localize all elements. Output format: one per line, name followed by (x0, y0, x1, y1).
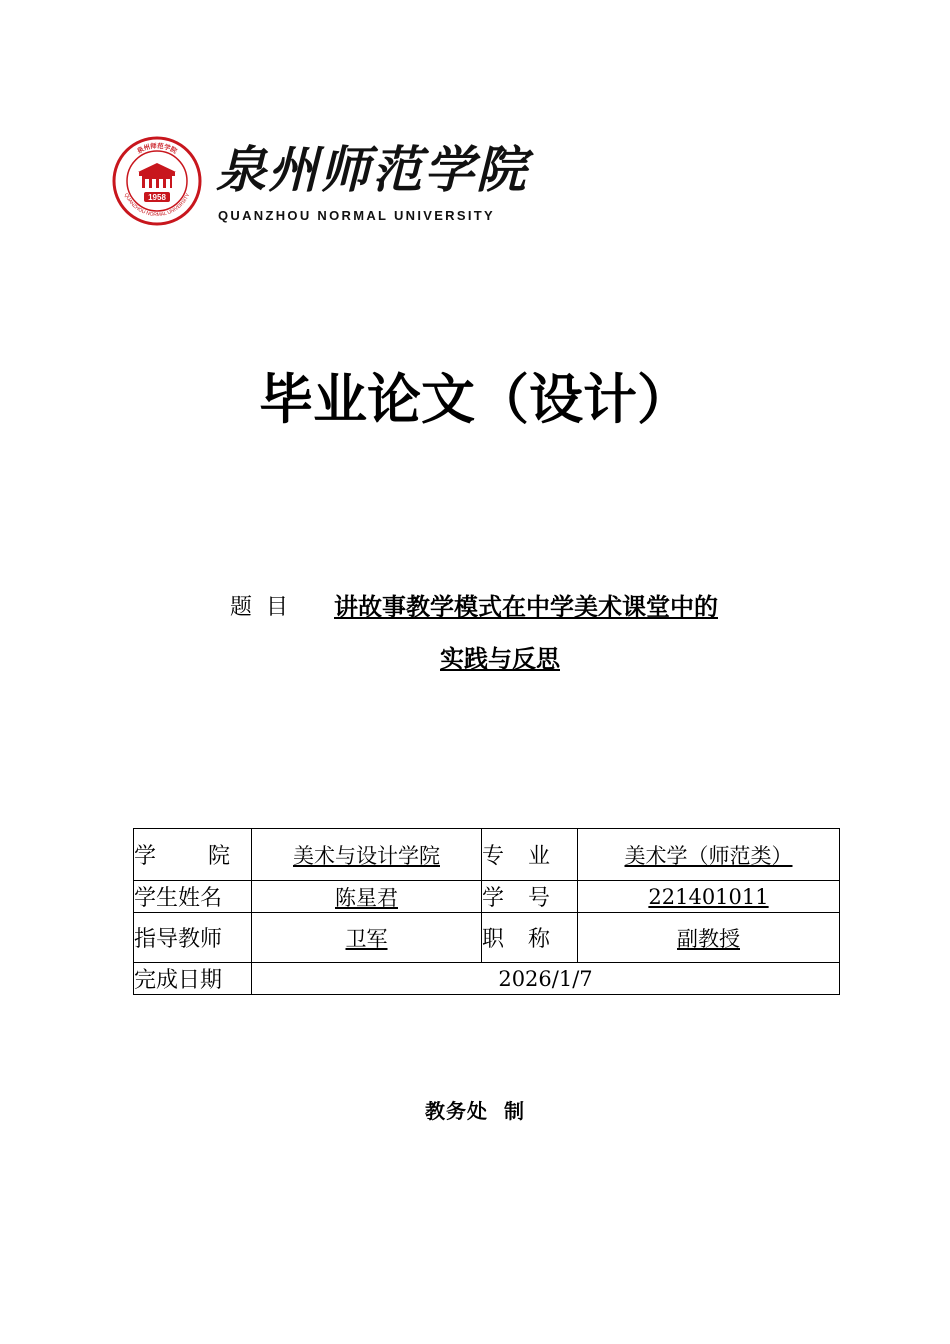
svg-text:QUANZHOU NORMAL UNIVERSITY: QUANZHOU NORMAL UNIVERSITY (122, 192, 192, 219)
university-seal-icon (112, 136, 202, 226)
table-row (134, 881, 840, 913)
table-row (134, 963, 840, 995)
issuer-footer: 教务处 制 (425, 1099, 525, 1123)
major-label: 专业 (482, 829, 578, 881)
table-row (134, 913, 840, 963)
university-logo (112, 136, 532, 236)
seal-year: 1958 (148, 193, 166, 202)
rank-value: 副教授 (578, 913, 840, 963)
student-name-label: 学生姓名 (134, 881, 252, 913)
advisor-label: 指导教师 (134, 913, 252, 963)
completion-date-label: 完成日期 (134, 963, 252, 995)
college-label: 学院 (134, 829, 252, 881)
college-value: 美术与设计学院 (252, 829, 482, 881)
advisor-value: 卫军 (252, 913, 482, 963)
svg-text:泉州师范学院: 泉州师范学院 (135, 141, 179, 156)
topic-title-line2: 实践与反思 (440, 645, 560, 673)
table-row (134, 829, 840, 881)
topic-label: 题目 (230, 595, 303, 620)
document-title: 毕业论文（设计） (259, 368, 691, 431)
completion-date-value: 2026/1/7 (252, 963, 840, 995)
student-name-value: 陈星君 (252, 881, 482, 913)
school-name-cn: 泉州师范学院 (216, 140, 528, 199)
student-id-label: 学号 (482, 881, 578, 913)
major-value: 美术学（师范类） (578, 829, 840, 881)
school-name-en: QUANZHOU NORMAL UNIVERSITY (218, 208, 495, 223)
student-info-table (133, 828, 840, 995)
rank-label: 职称 (482, 913, 578, 963)
topic-title-line1: 讲故事教学模式在中学美术课堂中的 (334, 593, 718, 621)
student-id-value: 221401011 (578, 881, 840, 913)
